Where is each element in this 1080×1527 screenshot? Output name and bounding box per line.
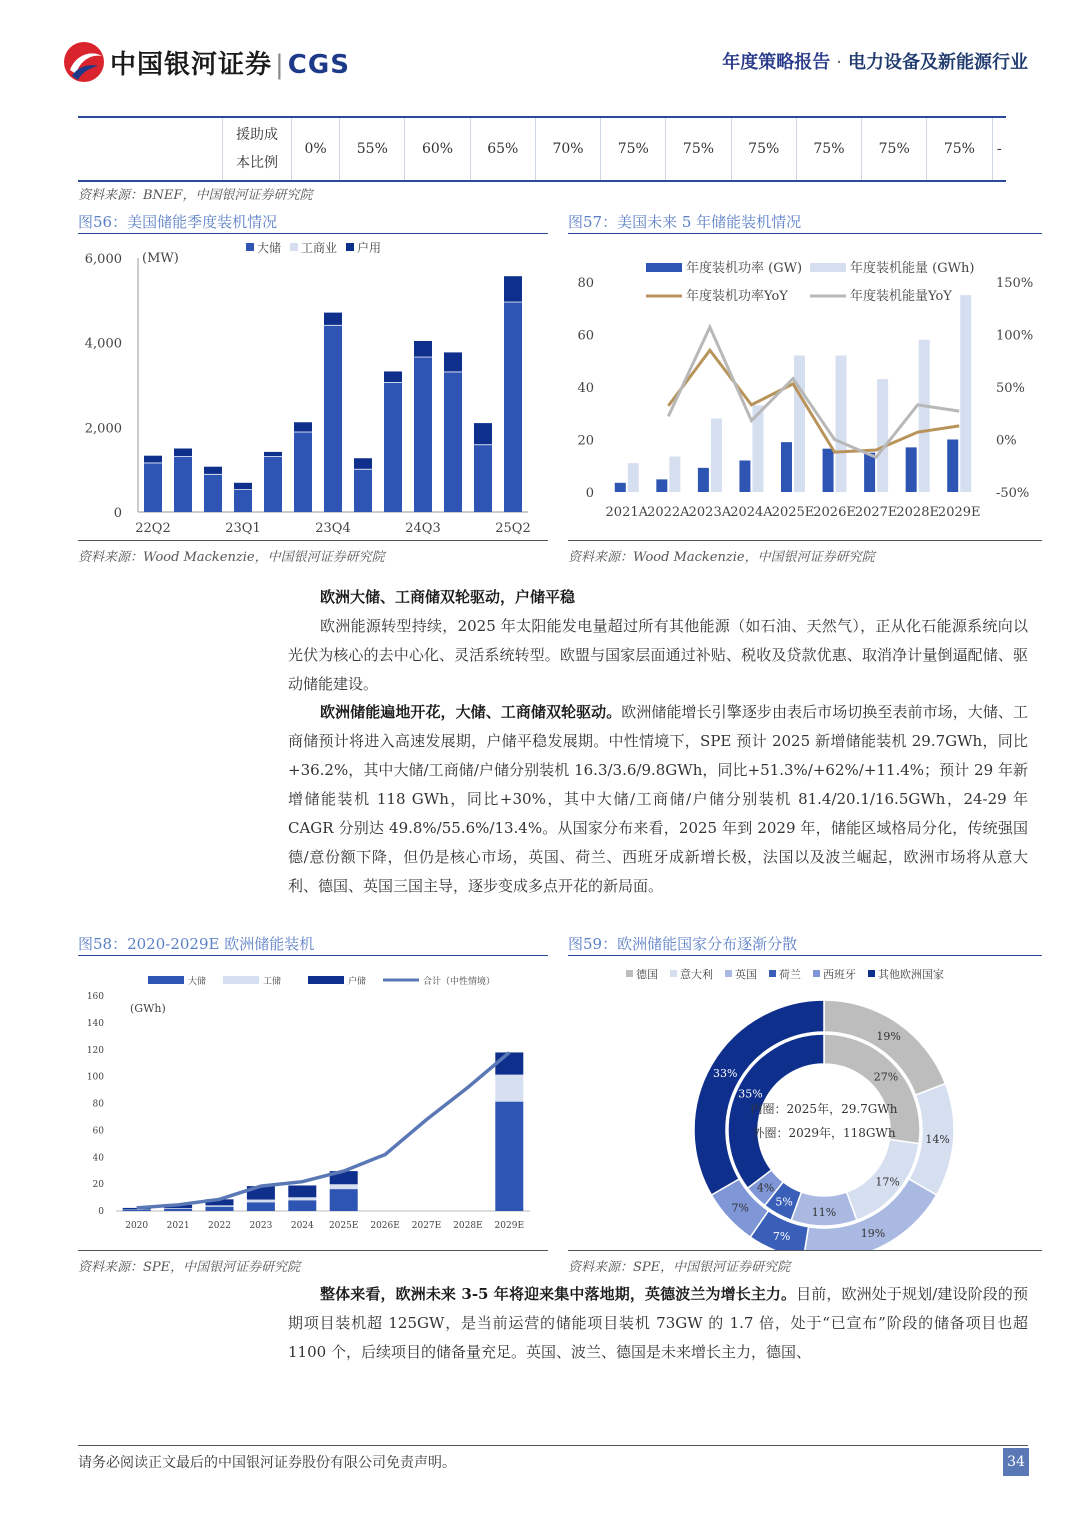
table-cell: 75% (796, 117, 861, 181)
x-tick-label: 2027E (411, 1221, 442, 1231)
y-tick-label: 0 (113, 506, 122, 521)
x-tick-label: 25Q2 (495, 521, 531, 536)
bar (781, 442, 792, 492)
brand-text: 中国银河证券 (110, 50, 273, 80)
paragraph-3-body: 目前，欧洲处于规划/建设阶段的预期项目装机超 125GW，是当前运营的储能项目装机 73GW 的 1.7 倍，处于“已宣布”阶段的储备项目也超 1100 个，后续项目的储备量充足。英国、波兰、德国是未来增长主力，德国、 (288, 1285, 1028, 1361)
fig58-source: 资料来源：SPE，中国银河证券研究院 (78, 1260, 301, 1275)
table-cell: 75% (666, 117, 731, 181)
bar-segment (354, 469, 372, 470)
y2-tick-label: 100% (996, 328, 1034, 344)
legend-label: 合计（中性情境） (423, 977, 496, 987)
legend-swatch (670, 970, 677, 977)
bar (960, 295, 971, 492)
bar-segment (414, 341, 432, 357)
table-row (78, 117, 1006, 181)
x-tick-label: 2024 (290, 1221, 314, 1231)
bar-segment (384, 383, 402, 512)
inner-ring-label: 17% (875, 1175, 900, 1189)
x-tick-label: 2026E (813, 505, 856, 520)
bar-segment (474, 445, 492, 512)
legend-swatch (626, 970, 633, 977)
bar-segment (474, 423, 492, 444)
bar-segment (324, 313, 342, 325)
unit-label: (GWh) (130, 1002, 166, 1015)
paragraph-2-lead: 欧洲储能遍地开花，大储、工商储双轮驱动。 (320, 703, 622, 721)
y2-tick-label: 150% (996, 276, 1034, 291)
x-tick-label: 2023 (249, 1221, 273, 1231)
legend-label: 其他欧洲国家 (878, 968, 944, 981)
table-cell: 75% (862, 117, 927, 181)
brand-name (110, 44, 350, 81)
x-tick-label: 2025E (771, 505, 815, 520)
table-cell: 75% (927, 117, 992, 181)
y-tick-label: 120 (86, 1045, 104, 1056)
legend-swatch (769, 970, 776, 977)
bar-segment (264, 456, 282, 457)
bar-segment (144, 462, 162, 463)
legend-label: 户储 (348, 977, 367, 987)
inner-ring-label: 27% (873, 1070, 899, 1084)
bar-segment (504, 276, 522, 301)
bar-segment (294, 432, 312, 433)
bar-segment (495, 1075, 523, 1102)
bar-segment (444, 371, 462, 372)
legend-label: 工储 (263, 977, 282, 987)
legend-swatch (646, 263, 682, 272)
bar-segment (204, 475, 222, 512)
bar (669, 457, 680, 492)
paragraph-2-body: 欧洲储能增长引擎逐步由表后市场切换至表前市场，大储、工商储预计将进入高速发展期，户储平稳发展期。中性情境下，SPE 预计 2025 新增储能装机 29.7GWh，同比+36.2%，其中大储/工商储/户储分别装机 16.3/3.6/9.8GWh，同比+51.3%/+62%/+11.4%；预计 29 年新增储能装机 118 GWh，同比+30%，其中大储/工商储/户储分别装机 81.4/20.1/16.5GWh，24-29 年 CAGR 分别达 49.8%/55.6%/13.4%。从国家分布来看，2025 年到 2029 年，储能区域格局分化，传统强国德/意份额下降，但仍是核心市场，英国、荷兰、西班牙成新增长极，法国以及波兰崛起，欧洲市场将从意大利、德国、英国三国主导，逐步变成多点开花的新局面。 (288, 703, 1028, 895)
y-tick-label: 2,000 (84, 421, 122, 437)
fig57-chart (568, 236, 1042, 540)
bar-segment (234, 483, 252, 489)
bar (906, 447, 917, 492)
bar (794, 356, 805, 493)
y-tick-label: 0 (98, 1207, 104, 1217)
y2-tick-label: 0% (996, 433, 1017, 449)
y-tick-label: 20 (577, 433, 594, 449)
legend-swatch (148, 976, 184, 984)
fig59-source: 资料来源：SPE，中国银河证券研究院 (568, 1260, 791, 1275)
y-tick-label: 160 (86, 992, 104, 1002)
brand-abbr: CGS (287, 50, 350, 80)
inner-caption: 内圈：2025年，29.7GWh (750, 1102, 898, 1116)
outer-ring-label: 33% (713, 1067, 738, 1080)
fig57-source: 资料来源：Wood Mackenzie，中国银河证券研究院 (568, 550, 875, 565)
y2-tick-label: -50% (996, 486, 1030, 501)
row-label-line2: 本比例 (236, 155, 278, 171)
legend-label: 意大利 (680, 968, 713, 981)
bar-segment (504, 302, 522, 303)
bar-segment (294, 432, 312, 512)
report-header (722, 48, 1028, 74)
y-tick-label: 0 (585, 486, 594, 501)
page-number: 34 (1003, 1448, 1029, 1476)
x-tick-label: 24Q3 (405, 521, 441, 536)
x-tick-label: 2023A (688, 505, 732, 520)
fig59-bottom-rule (568, 1250, 1042, 1251)
bar (836, 356, 847, 493)
x-tick-label: 2029E (494, 1221, 525, 1231)
legend-label: 西班牙 (823, 968, 856, 981)
legend-label: 年度装机功率 (GW) (686, 261, 803, 276)
inner-ring-label: 35% (738, 1087, 763, 1101)
bar-segment (444, 352, 462, 371)
bar-segment (234, 490, 252, 512)
bar-segment (264, 457, 282, 512)
x-tick-label: 2024A (730, 505, 773, 520)
legend-swatch (246, 243, 254, 251)
table-cell: 70% (535, 117, 600, 181)
legend-swatch (810, 263, 846, 272)
legend-label: 英国 (735, 968, 757, 981)
bar-segment (164, 1208, 192, 1209)
x-tick-label: 2028E (453, 1221, 483, 1231)
legend-swatch (308, 976, 344, 984)
table-cell: 75% (731, 117, 796, 181)
x-tick-label: 2022 (208, 1221, 231, 1231)
legend-label: 户用 (357, 241, 382, 255)
y-tick-label: 80 (92, 1099, 104, 1110)
bar-segment (384, 371, 402, 382)
y-tick-label: 20 (92, 1180, 104, 1191)
legend-label: 德国 (636, 968, 658, 981)
fig58-title: 图58：2020-2029E 欧洲储能装机 (78, 935, 315, 953)
bar-segment (444, 372, 462, 512)
bar (711, 419, 722, 493)
table-row-label (223, 117, 292, 181)
inner-ring-label: 5% (775, 1195, 793, 1209)
header-dot: · (836, 52, 842, 73)
paragraph-3 (288, 1280, 1028, 1367)
bar-segment (204, 474, 222, 475)
table-cell: 65% (470, 117, 535, 181)
bar-segment (288, 1200, 316, 1211)
legend-label: 工商业 (301, 241, 338, 255)
y-tick-label: 6,000 (84, 252, 122, 267)
fig57-top-rule (568, 233, 1042, 234)
inner-ring-label: 11% (811, 1206, 837, 1219)
x-tick-label: 2029E (937, 505, 981, 520)
table-empty-cell (78, 117, 223, 181)
bar-segment (354, 458, 372, 469)
bar-segment (384, 382, 402, 383)
y-tick-label: 80 (577, 276, 594, 291)
fig56-chart (78, 236, 548, 540)
x-tick-label: 2027E (854, 505, 898, 520)
fig57-title: 图57：美国未来 5 年储能装机情况 (568, 213, 802, 231)
outer-ring-label: 7% (731, 1201, 749, 1215)
legend-swatch (290, 243, 298, 251)
bar-segment (123, 1210, 151, 1211)
outer-ring-label: 19% (876, 1030, 901, 1044)
fig56-bottom-rule (78, 540, 548, 541)
x-tick-label: 23Q4 (315, 521, 351, 536)
unit-label: (MW) (142, 251, 179, 266)
legend-swatch (813, 970, 820, 977)
bar (877, 379, 888, 492)
bar (823, 449, 834, 492)
outer-ring-label: 19% (860, 1226, 886, 1240)
bar (615, 483, 626, 492)
bar-segment (144, 456, 162, 463)
bar (947, 440, 958, 493)
bar (919, 340, 930, 492)
y-tick-label: 100 (86, 1072, 104, 1083)
x-tick-label: 2021A (605, 505, 649, 520)
bar (628, 463, 639, 492)
x-tick-label: 2021 (166, 1221, 190, 1231)
bar-segment (288, 1185, 316, 1197)
bar-segment (288, 1197, 316, 1200)
table-source: 资料来源：BNEF，中国银河证券研究院 (78, 188, 313, 203)
outer-caption: 外圈：2029年，118GWh (752, 1126, 896, 1140)
table-cell: - (992, 117, 1006, 181)
footer-rule (78, 1445, 1028, 1446)
fig59-chart (568, 958, 1042, 1250)
x-tick-label: 2022A (647, 505, 690, 520)
fig58-bottom-rule (78, 1250, 548, 1251)
legend-label: 年度装机功率YoY (686, 289, 788, 304)
table-cell: 60% (405, 117, 470, 181)
table-cell: 75% (601, 117, 666, 181)
fig59-title: 图59：欧洲储能国家分布逐渐分散 (568, 935, 798, 953)
bar-segment (495, 1102, 523, 1211)
inner-ring-label: 4% (756, 1181, 775, 1195)
bar (656, 479, 667, 492)
x-tick-label: 2020 (125, 1221, 149, 1231)
legend-swatch (223, 976, 259, 984)
outer-ring-label: 14% (925, 1133, 950, 1147)
fig56-top-rule (78, 233, 548, 234)
table-cell: 0% (292, 117, 340, 181)
bar-segment (234, 489, 252, 490)
bar (864, 453, 875, 492)
y-tick-label: 40 (577, 381, 594, 396)
outer-ring-label: 7% (772, 1229, 791, 1243)
bar-segment (414, 357, 432, 358)
bar-segment (414, 357, 432, 512)
legend-label: 大储 (257, 241, 282, 255)
paragraph-2 (288, 698, 1028, 901)
x-tick-label: 23Q1 (225, 521, 261, 536)
bar-segment (206, 1205, 234, 1206)
bar-segment (330, 1189, 358, 1211)
legend-swatch (868, 970, 875, 977)
brand-separator: | (275, 50, 285, 80)
legend-swatch (346, 243, 354, 251)
paragraph-1: 欧洲能源转型持续，2025 年太阳能发电量超过所有其他能源（如石油、天然气），正从化石能源系统向以光伏为核心的去中心化、灵活系统转型。欧盟与国家层面通过补贴、税收及贷款优惠、取消净计量倒逼配储、驱动储能建设。 (288, 617, 1028, 693)
industry-name: 电力设备及新能源行业 (848, 52, 1028, 73)
report-type: 年度策略报告 (722, 52, 831, 73)
bar-segment (204, 467, 222, 474)
bar-segment (174, 456, 192, 457)
x-tick-label: 22Q2 (135, 521, 171, 536)
bar-segment (174, 449, 192, 457)
y-tick-label: 40 (92, 1153, 104, 1164)
section-heading: 欧洲大储、工商储双轮驱动，户储平稳 (320, 588, 576, 606)
bar-segment (495, 1052, 523, 1074)
fig56-source: 资料来源：Wood Mackenzie，中国银河证券研究院 (78, 550, 385, 565)
bar-segment (264, 452, 282, 456)
legend-label: 大储 (188, 977, 207, 987)
bar-segment (247, 1200, 275, 1203)
bar-segment (330, 1184, 358, 1189)
legend-swatch (725, 970, 732, 977)
bar-segment (324, 325, 342, 326)
fig58-top-rule (78, 955, 548, 956)
bar-segment (144, 463, 162, 512)
bar-segment (474, 444, 492, 445)
total-line (137, 1052, 510, 1207)
paragraph-3-lead: 整体来看，欧洲未来 3-5 年将迎来集中落地期，英德波兰为增长主力。 (320, 1285, 797, 1303)
bar-segment (174, 457, 192, 512)
y-tick-label: 140 (86, 1018, 104, 1029)
y-tick-label: 4,000 (84, 336, 122, 352)
bar-segment (324, 326, 342, 512)
x-tick-label: 2026E (370, 1221, 400, 1231)
bar-segment (247, 1202, 275, 1211)
bar-segment (354, 470, 372, 512)
legend-label: 年度装机能量 (GWh) (850, 261, 975, 276)
fig57-bottom-rule (568, 540, 1042, 541)
legend-label: 荷兰 (779, 968, 801, 981)
bar (739, 461, 750, 493)
fig59-top-rule (568, 955, 1042, 956)
y2-tick-label: 50% (996, 381, 1025, 396)
bar-segment (294, 422, 312, 431)
bar (698, 468, 709, 492)
bar-segment (504, 302, 522, 512)
fig56-title: 图56：美国储能季度装机情况 (78, 213, 278, 231)
legend-label: 年度装机能量YoY (850, 289, 952, 304)
table-cell: 55% (340, 117, 405, 181)
row-label-line1: 援助成 (236, 127, 278, 143)
ratio-table (78, 116, 1006, 182)
x-tick-label: 2028E (896, 505, 939, 520)
x-tick-label: 2025E (328, 1221, 359, 1231)
bar-segment (164, 1209, 192, 1211)
fig58-chart (78, 958, 548, 1250)
footer-disclaimer: 请务必阅读正文最后的中国银河证券股份有限公司免责声明。 (78, 1455, 456, 1471)
y-tick-label: 60 (577, 328, 594, 344)
y-tick-label: 60 (92, 1126, 104, 1137)
logo-icon (62, 40, 106, 84)
bar-segment (206, 1207, 234, 1211)
